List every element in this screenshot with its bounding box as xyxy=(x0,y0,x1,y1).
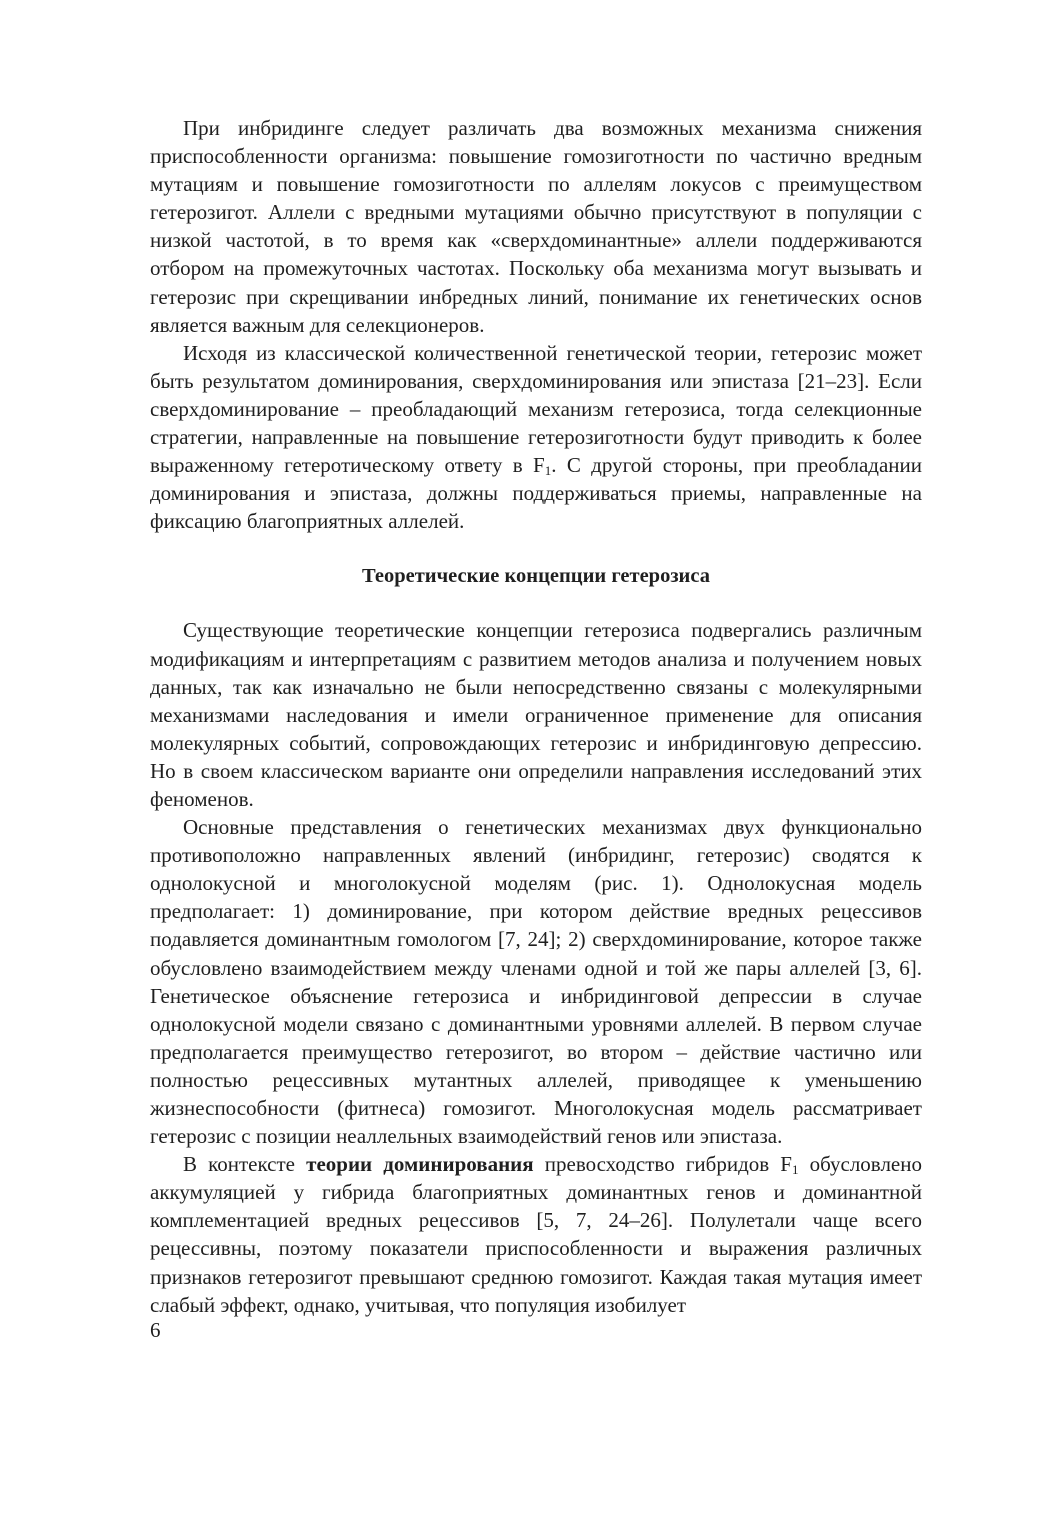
section-heading: Теоретические концепции гетерозиса xyxy=(362,565,710,588)
paragraph-genetic-models: Основные представления о генетических механизмах двух функционально противоположно направленных явлений (инбридинг, гетерозис) сводятся к однолокусной и многолокусной моделям (рис. 1). Однолокусная модель предполагает: 1) доминирование, при котором действие вредных рецессивов подавляется доминантным гомологом [7, 24]; 2) сверхдоминирование, которое также обусловлено взаимодействием между членами одной и той же пары аллелей [3, 6]. Генетическое объяснение гетерозиса и инбридинговой депрессии в случае однолокусной модели связано с доминантными уровнями аллелей. В первом случае предполагается преимущество гетерозигот, во втором – действие частично или полностью рецессивных мутантных аллелей, приводящее к уменьшению жизнеспособности (фитнеса) гомозигот. Многолокусная модель рассматривает гетерозис с позиции неаллельных взаимодействий генов или эпистаза. xyxy=(150,815,922,1149)
paragraph-classical-theory-text-a: Исходя из классической количественной генетической теории, гетерозис может быть результатом доминирования, сверхдоминирования или эпистаза [21–23]. Если сверхдоминирование – преобладающий механизм гетерозиса, тогда селекционные стратегии, направленные на повышение гетерозиготности будут приводить к более выраженному гетеротическому ответу в F xyxy=(150,340,922,478)
page-body xyxy=(150,114,922,1319)
paragraph-dominance-text-a: В контексте xyxy=(183,1152,307,1177)
paragraph-existing-concepts: Существующие теоретические концепции гетерозиса подвергались различным модификациям и интерпретациям с развитием методов анализа и получением новых данных, так как изначально не были непосредственно связаны с молекулярными механизмами наследования и имели ограниченное применение для описания молекулярных событий, сопровождающих гетерозис и инбридинговую депрессию. Но в своем классическом варианте они определили направления исследований этих феноменов. xyxy=(150,618,922,811)
subscript-f1: 1 xyxy=(792,1162,799,1178)
paragraph-classical-theory xyxy=(150,339,922,536)
paragraph-dominance-theory xyxy=(150,1150,922,1319)
paragraph-dominance-text-c: обусловлено аккумуляцией у гибрида благоприятных доминантных генов и доминантной комплементацией вредных рецессивов [5, 7, 24–26]. Полулетали чаще всего рецессивны, поэтому показатели приспособленности и выражения различных признаков гетерозигот превышают среднюю гомозигот. Каждая такая мутация имеет слабый эффект, однако, учитывая, что популяция изобилует xyxy=(150,1152,922,1317)
page-number: 6 xyxy=(150,1318,161,1342)
term-dominance-theory: теории доминирования xyxy=(306,1152,534,1177)
paragraph-dominance-text-b: превосходство гибридов F xyxy=(533,1152,792,1177)
subscript-f1: 1 xyxy=(544,463,552,479)
paragraph-inbreeding-mechanisms: При инбридинге следует различать два возможных механизма снижения приспособленности организма: повышение гомозиготности по частично вредным мутациям и повышение гомозиготности по аллелям локусов с преимуществом гетерозигот. Аллели с вредными мутациями обычно присутствуют в популяции с низкой частотой, в то время как «сверхдоминантные» аллели поддерживаются отбором на промежуточных частотах. Поскольку оба механизма могут вызывать и гетерозис при скрещивании инбредных линий, понимание их генетических основ является важным для селекционеров. xyxy=(150,116,922,337)
paragraph-classical-theory-text-b: . С другой стороны, при преобладании доминирования и эпистаза, должны поддерживаться приемы, направленные на фиксацию благоприятных аллелей. xyxy=(150,453,922,534)
